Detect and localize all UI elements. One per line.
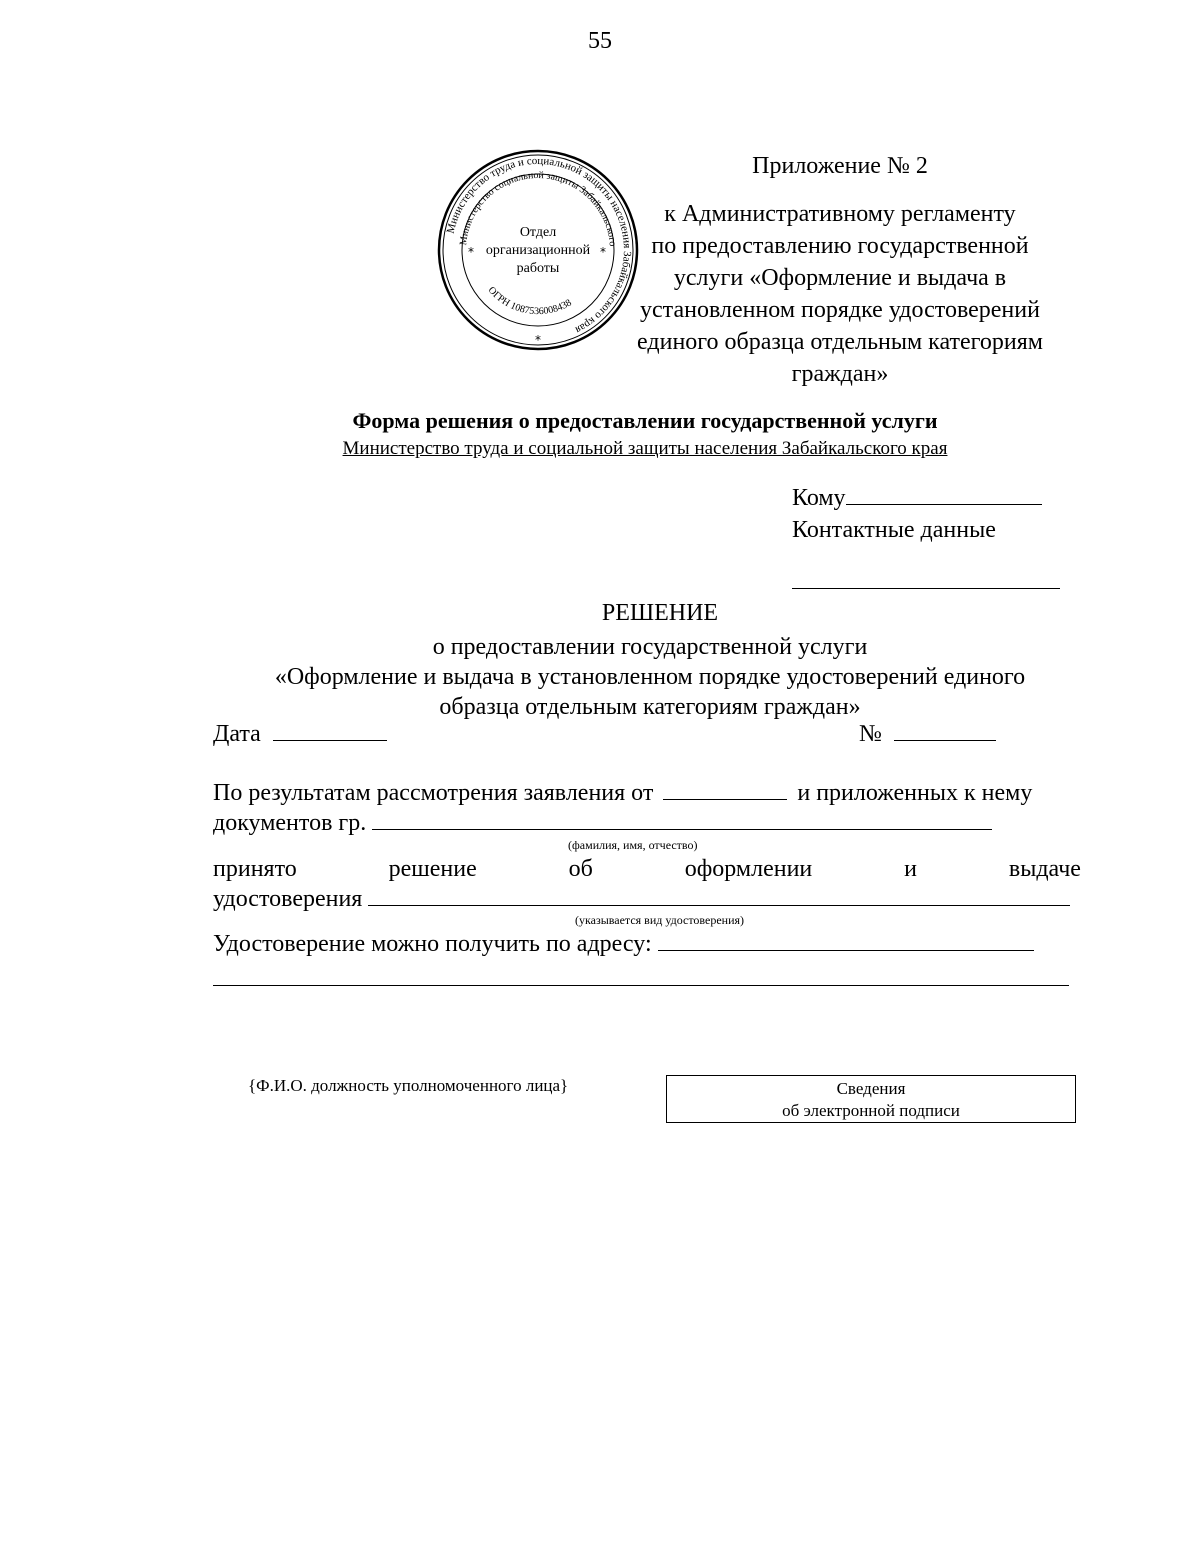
official-signature-placeholder: {Ф.И.О. должность уполномоченного лица} <box>248 1076 569 1095</box>
esign-line1: Сведения <box>836 1079 906 1098</box>
seal-star-icon: * <box>600 245 606 259</box>
addressee-block <box>792 482 1060 598</box>
contacts-label: Контактные данные <box>792 517 996 543</box>
certificate-type-blank[interactable] <box>368 904 1070 906</box>
annex-line: к Административному регламенту <box>664 201 1016 227</box>
annex-title: Приложение № 2 <box>752 153 928 179</box>
decision-subtitle <box>200 632 1100 722</box>
decision-heading: РЕШЕНИЕ <box>601 600 719 626</box>
seal-center-line3: работы <box>516 261 560 276</box>
annex-line: граждан» <box>791 361 889 387</box>
seal-star-icon: * <box>468 245 474 259</box>
address-label: Удостоверение можно получить по адресу: <box>213 931 652 957</box>
to-label: Кому <box>792 485 846 511</box>
decision-words-line <box>213 855 1081 883</box>
contacts-blank-line[interactable] <box>792 587 1060 589</box>
official-seal <box>436 148 640 352</box>
decision-subtitle-line: о предоставлении государственной услуги <box>432 634 868 660</box>
citizen-name-blank[interactable] <box>372 828 992 830</box>
decision-subtitle-line: образца отдельным категориям граждан» <box>439 694 861 720</box>
certificate-label: удостоверения <box>213 886 363 912</box>
seal-star-icon: * <box>535 333 541 347</box>
word: решение <box>388 856 477 882</box>
ministry-name-text: Министерство труда и социальной защиты населения Забайкальского края <box>342 438 948 459</box>
seal-center-line1: Отдел <box>519 225 557 240</box>
annex-line: услуги «Оформление и выдача в <box>673 265 1007 291</box>
word: оформлении <box>684 856 813 882</box>
number-label: № <box>859 721 882 747</box>
application-date-blank[interactable] <box>663 798 787 800</box>
address-blank[interactable] <box>658 949 1034 951</box>
review-line <box>213 779 1081 807</box>
esign-line2: об электронной подписи <box>782 1101 960 1120</box>
date-blank-line[interactable] <box>273 739 387 741</box>
documents-line <box>213 809 1081 837</box>
word: об <box>568 856 593 882</box>
form-title: Форма решения о предоставлении государственной услуги <box>352 408 938 433</box>
seal-inner-text: Министерство социальной защиты Забайкальского <box>458 169 618 247</box>
date-number-row <box>213 720 1081 748</box>
seal-center-line2: организационной <box>485 243 591 258</box>
number-blank-line[interactable] <box>894 739 996 741</box>
address-line <box>213 930 1081 958</box>
documents-label: документов гр. <box>213 810 367 836</box>
electronic-signature-box <box>666 1075 1076 1123</box>
annex-line: установленном порядке удостоверений <box>640 297 1040 323</box>
annex-line: по предоставлению государственной <box>651 233 1029 259</box>
review-text-start: По результатам рассмотрения заявления от <box>213 780 654 806</box>
decision-subtitle-line: «Оформление и выдача в установленном порядке удостоверений единого <box>274 664 1026 690</box>
seal-ogrn: ОГРН 1087536008438 <box>485 284 574 318</box>
annex-line: единого образца отдельным категориям <box>637 329 1043 355</box>
seal-outer-text: Министерство труда и социальной защиты населения Забайкальского края <box>444 154 634 336</box>
ministry-name <box>240 438 1050 460</box>
word: и <box>904 856 917 882</box>
to-blank-line[interactable] <box>846 503 1042 505</box>
address-blank-second-line[interactable] <box>213 985 1069 986</box>
hint-certificate-type: (указывается вид удостоверения) <box>575 913 745 927</box>
page-number: 55 <box>588 28 612 54</box>
hint-fio: (фамилия, имя, отчество) <box>568 838 698 852</box>
word: выдаче <box>1008 856 1081 882</box>
annex-block <box>620 150 1060 390</box>
word: принято <box>213 856 297 882</box>
review-text-end: и приложенных к нему <box>797 780 1033 806</box>
date-label: Дата <box>213 721 261 747</box>
certificate-line <box>213 885 1081 913</box>
